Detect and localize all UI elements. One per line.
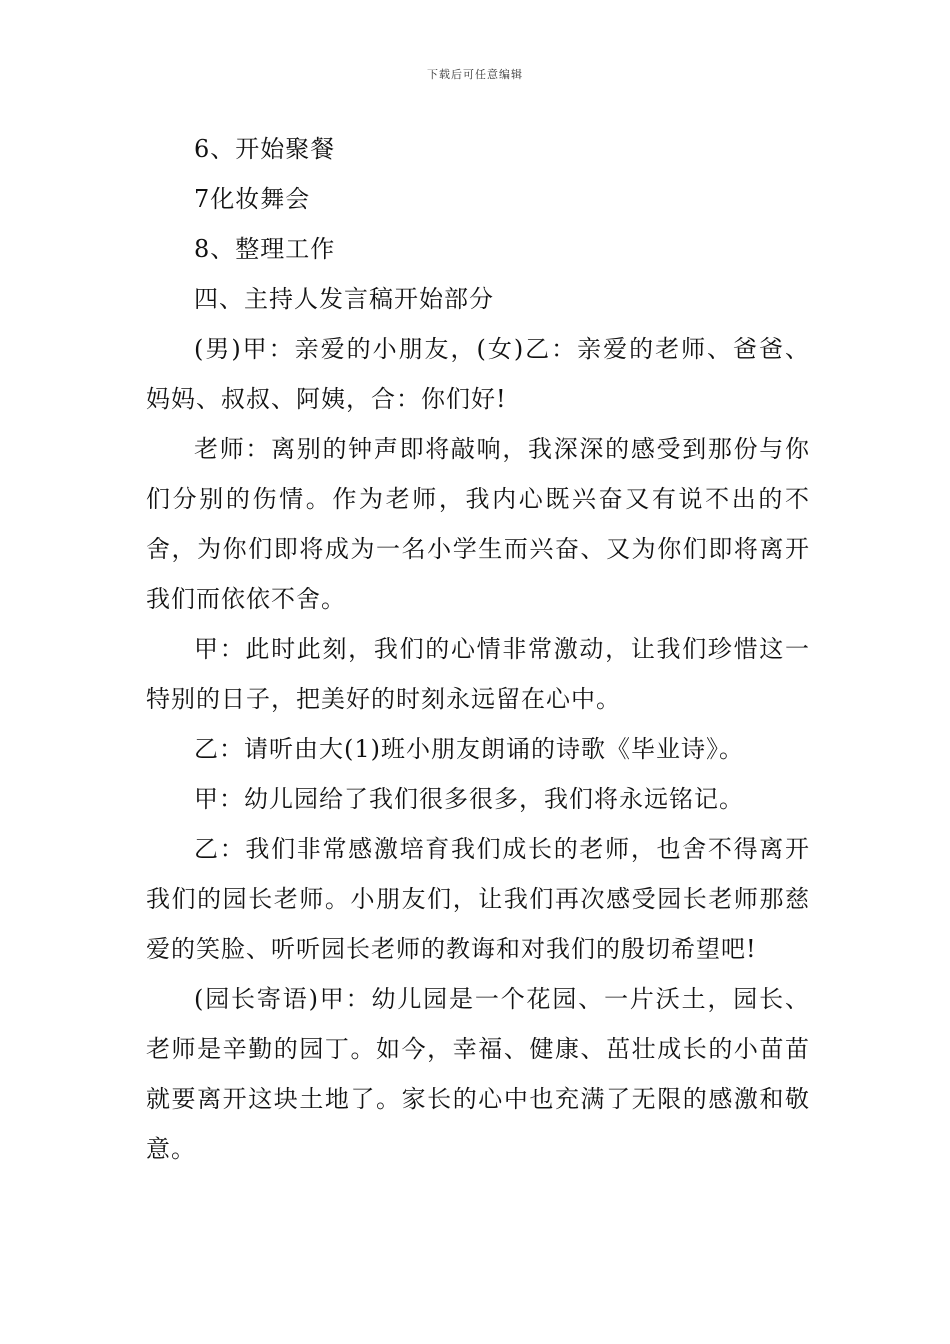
paragraph-item-6: 6、开始聚餐	[194, 135, 336, 163]
host-a-paragraph-1: 甲：此时此刻，我们的心情非常激动，让我们珍惜这一特别的日子，把美好的时刻永远留在心中。	[146, 635, 810, 713]
greeting-paragraph: (男)甲：亲爱的小朋友，(女)乙：亲爱的老师、爸爸、妈妈、叔叔、阿姨，合：你们好!	[146, 335, 810, 413]
teacher-speech-paragraph: 老师：离别的钟声即将敲响，我深深的感受到那份与你们分别的伤情。作为老师，我内心既兴奋又有说不出的不舍，为你们即将成为一名小学生而兴奋、又为你们即将离开我们而依依不舍。	[146, 435, 810, 613]
principal-message-paragraph: (园长寄语)甲：幼儿园是一个花园、一片沃土，园长、老师是辛勤的园丁。如今，幸福、健康、茁壮成长的小苗苗就要离开这块土地了。家长的心中也充满了无限的感激和敬意。	[146, 985, 810, 1163]
host-b-paragraph-2: 乙：我们非常感激培育我们成长的老师，也舍不得离开我们的园长老师。小朋友们，让我们再次感受园长老师那慈爱的笑脸、听听园长老师的教诲和对我们的殷切希望吧!	[146, 835, 810, 963]
host-b-paragraph-1: 乙：请听由大(1)班小朋友朗诵的诗歌《毕业诗》。	[194, 735, 744, 763]
page-header: 下载后可任意编辑	[427, 68, 523, 81]
paragraph-item-8: 8、整理工作	[194, 235, 336, 263]
host-a-paragraph-2: 甲：幼儿园给了我们很多很多，我们将永远铭记。	[194, 785, 744, 813]
section-heading: 四、主持人发言稿开始部分	[194, 285, 494, 313]
paragraph-item-7: 7化妆舞会	[194, 185, 311, 213]
document-body	[146, 124, 810, 1174]
